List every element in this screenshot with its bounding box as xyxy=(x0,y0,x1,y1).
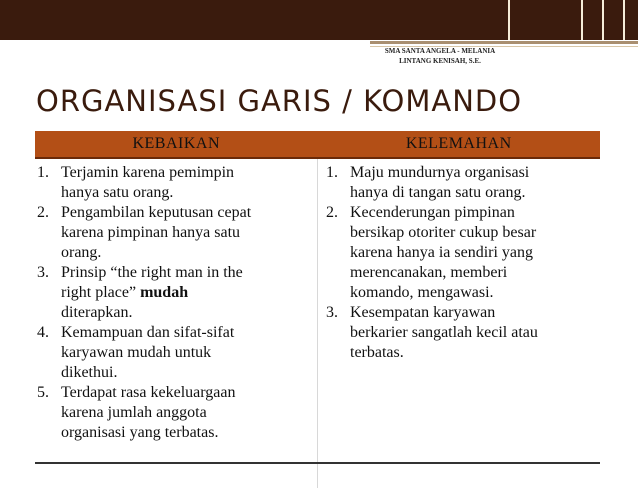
item-line: dikethui. xyxy=(61,364,118,381)
list-item xyxy=(318,303,600,363)
item-number: 1. xyxy=(326,164,338,181)
author-note xyxy=(370,46,510,66)
list-item xyxy=(35,263,317,323)
item-line: orang. xyxy=(61,244,102,261)
item-line: berkarier sangatlah kecil atau xyxy=(350,324,538,341)
list-item xyxy=(35,163,317,203)
kebaikan-column xyxy=(35,159,318,488)
item-text xyxy=(61,383,317,443)
item-number: 1. xyxy=(37,164,49,181)
header-rule xyxy=(370,41,638,44)
top-banner xyxy=(0,0,638,40)
item-text xyxy=(350,203,600,303)
item-number: 4. xyxy=(37,324,49,341)
item-text xyxy=(61,203,317,263)
item-number: 3. xyxy=(37,264,49,281)
list-item xyxy=(318,203,600,303)
list-item xyxy=(35,323,317,383)
item-line: Kemampuan dan sifat-sifat xyxy=(61,324,235,341)
item-number: 5. xyxy=(37,384,49,401)
item-line: hanya satu orang. xyxy=(61,184,174,201)
table-body xyxy=(35,159,600,488)
banner-stripe xyxy=(508,0,510,40)
comparison-table xyxy=(35,131,600,488)
item-line: Pengambilan keputusan cepat xyxy=(61,204,252,221)
item-line: merencanakan, memberi xyxy=(350,264,508,281)
item-number: 2. xyxy=(37,204,49,221)
banner-stripe xyxy=(602,0,604,40)
item-line: karena hanya ia sendiri yang xyxy=(350,244,534,261)
item-text xyxy=(61,163,317,203)
item-line: Prinsip “the right man in the xyxy=(61,264,243,281)
item-line: karyawan mudah untuk xyxy=(61,344,212,361)
item-number: 2. xyxy=(326,204,338,221)
kelemahan-list xyxy=(318,163,600,363)
author-note-school: SMA SANTA ANGELA - MELANIA xyxy=(384,47,496,55)
item-line: bersikap otoriter cukup besar xyxy=(350,224,537,241)
kelemahan-column xyxy=(318,159,600,488)
item-line: Kesempatan karyawan xyxy=(350,304,496,321)
item-line: Kecenderungan pimpinan xyxy=(350,204,515,221)
slide-title: ORGANISASI GARIS / KOMANDO xyxy=(36,84,523,118)
banner-stripe xyxy=(581,0,583,40)
author-note-name: LINTANG KENISAH, S.E. xyxy=(399,57,481,65)
item-line: Maju mundurnya organisasi xyxy=(350,164,530,181)
header-kelemahan: KELEMAHAN xyxy=(405,135,512,152)
item-line: terbatas. xyxy=(350,344,404,361)
emphasis-word: mudah xyxy=(140,284,189,301)
list-item xyxy=(318,163,600,203)
item-text xyxy=(350,303,600,363)
item-number: 3. xyxy=(326,304,338,321)
item-line: karena jumlah anggota xyxy=(61,404,207,421)
item-line: diterapkan. xyxy=(61,304,133,321)
banner-stripe xyxy=(623,0,625,40)
header-kebaikan: KEBAIKAN xyxy=(132,135,221,152)
table-bottom-rule xyxy=(35,462,600,464)
item-line: komando, mengawasi. xyxy=(350,284,494,301)
item-line: organisasi yang terbatas. xyxy=(61,424,219,441)
item-text xyxy=(61,263,317,323)
kebaikan-list xyxy=(35,163,317,443)
item-text xyxy=(61,323,317,383)
item-line: Terjamin karena pemimpin xyxy=(61,164,235,181)
item-line: Terdapat rasa kekeluargaan xyxy=(61,384,236,401)
item-line: karena pimpinan hanya satu xyxy=(61,224,241,241)
item-line: hanya di tangan satu orang. xyxy=(350,184,526,201)
item-line: right place” xyxy=(61,284,141,301)
table-header xyxy=(35,131,600,159)
item-text xyxy=(350,163,600,203)
list-item xyxy=(35,203,317,263)
list-item xyxy=(35,383,317,443)
